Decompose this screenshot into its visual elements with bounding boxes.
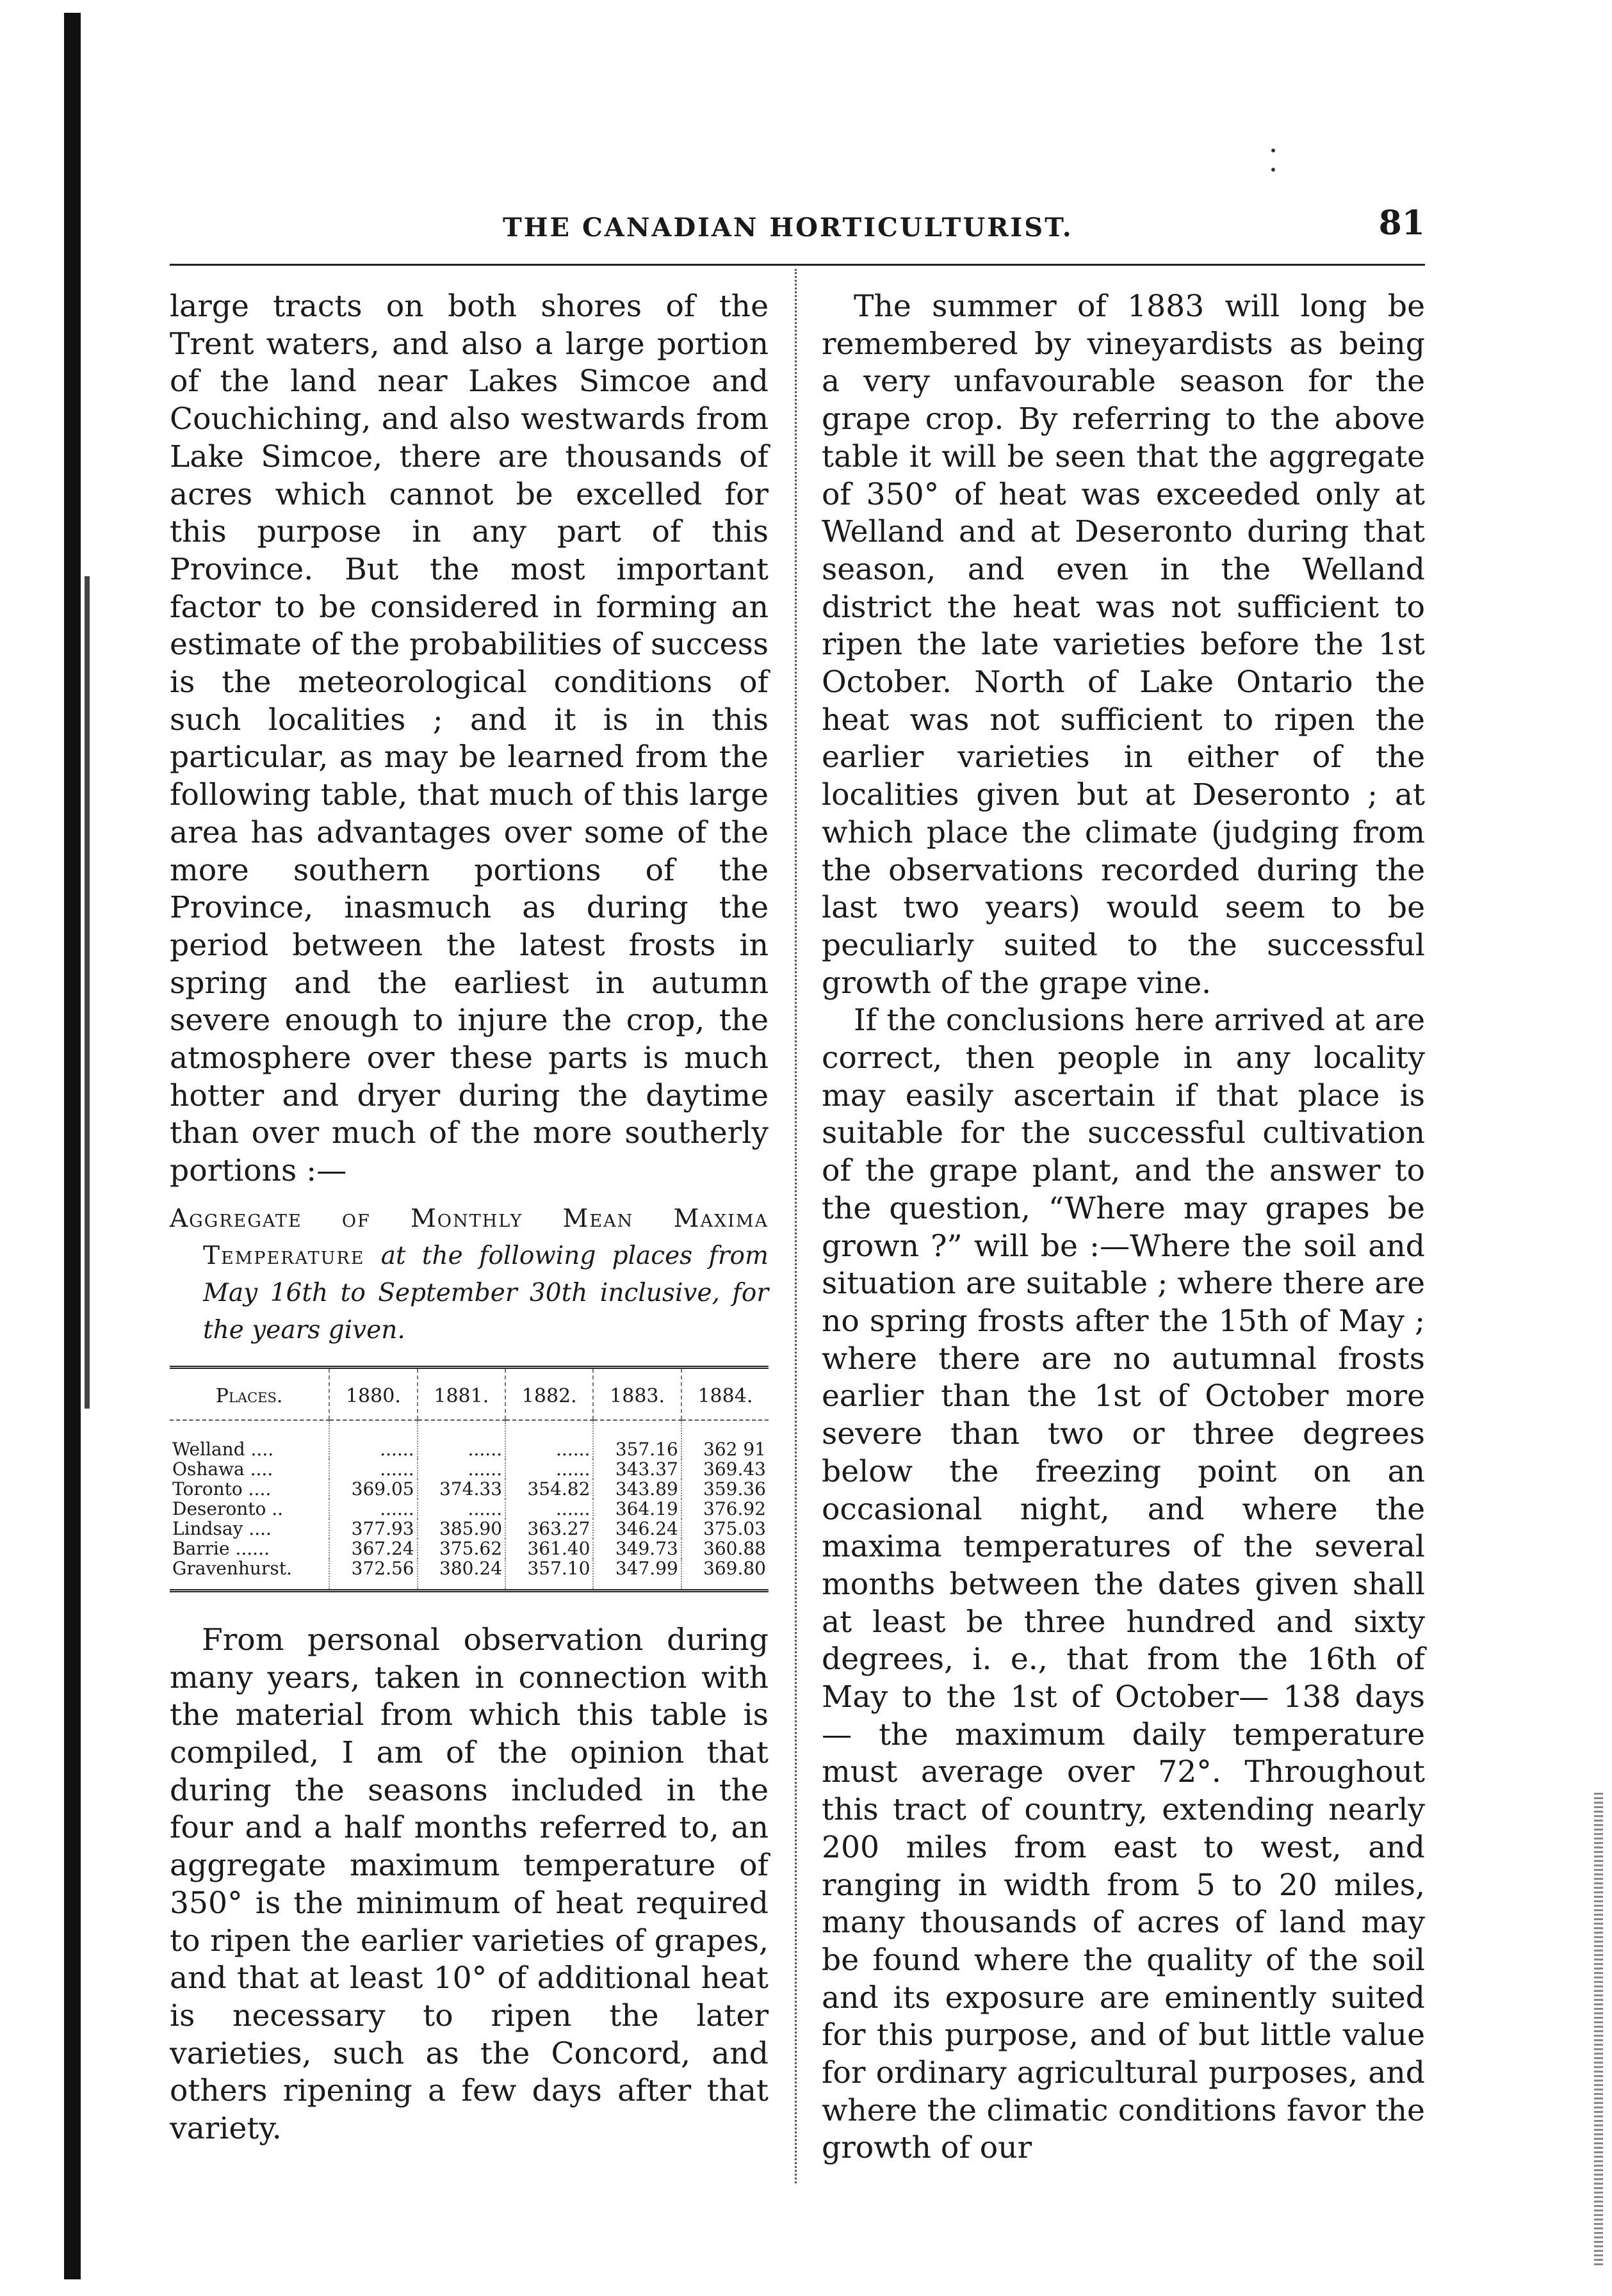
place-cell: Barrie ......	[172, 1537, 270, 1559]
value-cell: 347.99	[593, 1558, 681, 1591]
value-cell: ......	[329, 1459, 417, 1479]
right-column	[822, 288, 1425, 2167]
column-divider	[795, 269, 797, 2183]
running-title: THE CANADIAN HORTICULTURIST.	[503, 213, 1073, 243]
table-caption	[170, 1201, 769, 1349]
table-row	[170, 1539, 769, 1558]
table-row	[170, 1479, 769, 1499]
table-row	[170, 1420, 769, 1459]
value-cell: 376.92	[681, 1499, 769, 1519]
body-paragraph: The summer of 1883 will long be remembered by vineyardists as being a very unfavourable season for the grape crop. By referring to the above table it will be seen that the aggregate of 350° of heat was exceeded only at Welland and at Deseronto during that season, and even in the Welland district the heat was not sufficient to ripen the late varieties before the 1st October. North of Lake Ontario the heat was not sufficient to ripen the earlier varieties in either of the localities given but at Deseronto ; at which place the climate (judging from the observations recorded during the last two years) would seem to be peculiarly suited to the successful growth of the grape vine.	[822, 289, 1425, 1001]
place-cell: Deseronto ..	[172, 1498, 284, 1519]
column-header: 1881.	[418, 1367, 505, 1420]
body-paragraph: large tracts on both shores of the Trent waters, and also a large portion of the land near Lakes Simcoe and Couchiching, and also westwards from Lake Simcoe, there are thousands of acres which cannot be excelled for this purpose in any part of this Province. But the most important factor to be considered in forming an estimate of the probabilities of success is the meteorological conditions of such localities ; and it is in this particular, as may be learned from the following table, that much of this large area has advantages over some of the more southern portions of the Province, inasmuch as during the period between the latest frosts in spring and the earliest in autumn severe enough to injure the crop, the atmosphere over these parts is much hotter and dryer during the daytime than over much of the more southerly portions :—	[170, 289, 769, 1189]
column-header: Places.	[170, 1367, 329, 1420]
value-cell: ......	[418, 1459, 505, 1479]
value-cell: 380.24	[418, 1558, 505, 1591]
value-cell: 361.40	[505, 1539, 593, 1558]
value-cell: 360.88	[681, 1539, 769, 1558]
value-cell: 385.90	[418, 1519, 505, 1539]
value-cell: 363.27	[505, 1519, 593, 1539]
value-cell: 369.43	[681, 1459, 769, 1479]
place-cell: Oshawa ....	[172, 1458, 273, 1480]
value-cell: 349.73	[593, 1539, 681, 1558]
body-paragraph: If the conclusions here arrived at are correct, then people in any locality may easily ascertain if that place is suitable for the successful cultivation of the grape plant, and the answer to the question, “Where may grapes be grown ?” will be :—Where the soil and situation are suitable ; where there are no spring frosts after the 15th of May ; where there are no autumnal frosts earlier than the 1st of October more severe than two or three degrees below the freezing point on an occasional night, and where the maxima temperatures of the several months between the dates given shall at least be three hundred and sixty degrees, i. e., that from the 16th of May to the 1st of October— 138 days — the maximum daily temperature must average over 72°. Throughout this tract of country, extending nearly 200 miles from east to west, and ranging in width from 5 to 20 miles, many thousands of acres of land may be found where the quality of the soil and its exposure are eminently suited for this purpose, and of but little value for ordinary agricultural purposes, and where the climatic conditions favor the growth of our	[822, 1003, 1425, 2166]
scan-binding-edge	[64, 13, 81, 2279]
value-cell: 367.24	[329, 1539, 417, 1558]
value-cell: 357.10	[505, 1558, 593, 1591]
value-cell: 369.80	[681, 1558, 769, 1591]
scan-right-edge-noise	[1594, 1793, 1603, 2267]
value-cell: ......	[329, 1499, 417, 1519]
value-cell: 362 91	[681, 1420, 769, 1459]
place-cell: Toronto ....	[172, 1478, 272, 1500]
page-header	[170, 204, 1425, 255]
value-cell: ......	[329, 1420, 417, 1459]
body-paragraph: From personal observation during many years, taken in connection with the material from which this table is compiled, I am of the opinion that during the seasons included in the four and a half months referred to, an aggregate maximum temperature of 350° is the minimum of heat required to ripen the earlier varieties of grapes, and that at least 10° of additional heat is necessary to ripen the later varieties, such as the Concord, and others ripening a few days after that variety.	[170, 1622, 769, 2147]
value-cell: ......	[418, 1420, 505, 1459]
column-header: 1884.	[681, 1367, 769, 1420]
value-cell: 357.16	[593, 1420, 681, 1459]
value-cell: 364.19	[593, 1499, 681, 1519]
value-cell: 346.24	[593, 1519, 681, 1539]
page-number: 81	[1378, 204, 1425, 243]
table-header-row	[170, 1367, 769, 1420]
value-cell: 372.56	[329, 1558, 417, 1591]
value-cell: 359.36	[681, 1479, 769, 1499]
table-row	[170, 1558, 769, 1591]
value-cell: ......	[505, 1459, 593, 1479]
scan-speck	[1271, 149, 1275, 152]
scan-binding-shadow	[85, 576, 90, 1409]
value-cell: 354.82	[505, 1479, 593, 1499]
value-cell: ......	[505, 1420, 593, 1459]
value-cell: 343.89	[593, 1479, 681, 1499]
place-cell: Lindsay ....	[172, 1517, 272, 1539]
value-cell: 369.05	[329, 1479, 417, 1499]
temperature-table	[170, 1366, 769, 1592]
table-row	[170, 1519, 769, 1539]
column-header: 1882.	[505, 1367, 593, 1420]
table-row	[170, 1459, 769, 1479]
value-cell: 375.62	[418, 1539, 505, 1558]
scan-speck	[1271, 168, 1275, 172]
place-cell: Welland ....	[172, 1438, 274, 1460]
value-cell: 374.33	[418, 1479, 505, 1499]
column-header: 1883.	[593, 1367, 681, 1420]
table-row	[170, 1499, 769, 1519]
value-cell: 343.37	[593, 1459, 681, 1479]
value-cell: ......	[418, 1499, 505, 1519]
left-column	[170, 288, 769, 2148]
place-cell: Gravenhurst.	[172, 1557, 292, 1579]
value-cell: 377.93	[329, 1519, 417, 1539]
value-cell: ......	[505, 1499, 593, 1519]
header-rule	[170, 264, 1425, 266]
column-header: 1880.	[329, 1367, 417, 1420]
caption-detail: at the following places from May 16th to September 30th inclusive, for the years given.	[203, 1241, 769, 1345]
caption-title: Aggregate of Monthly Mean Maxima Temperature	[170, 1204, 769, 1270]
value-cell: 375.03	[681, 1519, 769, 1539]
